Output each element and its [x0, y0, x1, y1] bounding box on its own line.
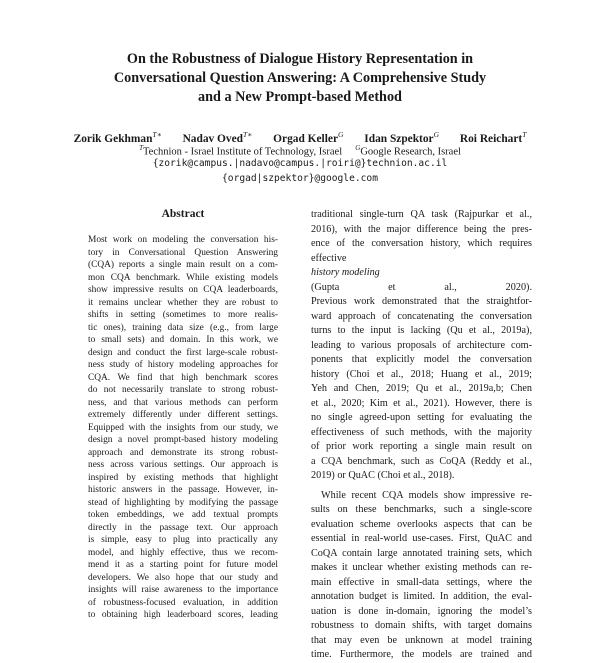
body-line: essential in real-world use-cases. First, QuAC and	[311, 533, 532, 544]
abstract-line: mon CQA benchmark. While existing models	[88, 272, 278, 283]
abstract-line: mend it as a starting point for future model	[88, 560, 278, 570]
affiliation-google: Google Research, Israel	[360, 146, 461, 158]
body-line: ence of the conversation history, which requires	[311, 238, 532, 249]
body-line: leading to various proposals of architecture com-	[311, 339, 532, 351]
abstract-line: design and conduct the first large-scale robust-	[88, 347, 278, 358]
body-line: CoQA contain large annotated training sets, which	[311, 547, 532, 559]
abstract-line: directly in the passage text. Our approach	[88, 522, 278, 533]
abstract-line: is simple, easy to plug into practically any	[88, 535, 278, 545]
body-line: no single agreed-upon setting for evaluating the	[311, 412, 532, 423]
abstract-line: to small sets) and domain. In this work, we	[88, 335, 278, 345]
body-line: ponents that explicitly model the conversation	[311, 354, 532, 365]
abstract-line: (CQA) reports a single main result on a com-	[88, 260, 278, 270]
body-line: Previous work demonstrated that the straightfor-	[311, 296, 532, 307]
body-line: that may even be unknown at model training	[311, 634, 532, 646]
abstract-line: shifts in setting (sometimes to more realis-	[88, 310, 278, 320]
title-line: and a New Prompt-based Method	[198, 89, 402, 105]
body-line: history (Choi et al., 2018; Huang et al., 2019;	[311, 368, 532, 380]
body-line: 2016), with the major difference being the pres-	[311, 223, 532, 235]
body-line: evaluation scheme overlooks aspects that can be	[311, 518, 532, 530]
body-line: effective history modeling (Gupta et al., 2020).	[311, 252, 532, 293]
abstract-line: to obtaining high leaderboard scores, leading	[88, 610, 278, 620]
abstract-text	[88, 234, 278, 622]
body-line: et al., 2020; Kim et al., 2021). However, there is	[311, 397, 532, 409]
abstract-line: tic ones), training data size (e.g., from large	[88, 322, 278, 333]
body-line: annotation budget is limited. In addition, the eval-	[311, 591, 532, 602]
affiliation-mark: T	[139, 144, 143, 152]
abstract-line: ness across various settings. Our approach is	[88, 460, 278, 470]
author: Zorik Gekhman$^{T∗}$	[73, 130, 162, 145]
paper-title	[60, 50, 540, 107]
affiliation-technion: Technion - Israel Institute of Technology, Israel	[142, 146, 343, 158]
author: Nadav Oved$^{T∗}$	[182, 130, 253, 145]
abstract-line: of robustness-focused evaluation, in addition	[88, 597, 278, 608]
body-line: ward approach of concatenating the conversation	[311, 310, 532, 322]
body-line: turns to the input is lacking (Qu et al., 2019a),	[311, 325, 532, 336]
body-line: While recent CQA models show impressive re-	[321, 489, 532, 501]
abstract-line: ness, and that various methods can perform	[88, 397, 278, 408]
body-line: 2019) or QuAC (Choi et al., 2018).	[311, 470, 455, 481]
abstract-line: token embeddings, we add textual prompts	[88, 510, 278, 520]
abstract-line: ness study of history modeling approaches for	[88, 360, 278, 370]
abstract-line: tory in Conversational Question Answering	[88, 247, 278, 258]
title-line: Conversational Question Answering: A Comprehensive Study	[113, 70, 487, 86]
abstract-heading: Abstract	[161, 208, 205, 220]
body-line: time. Furthermore, the models are trained and	[311, 649, 532, 660]
abstract-line: approach and demonstrate its strong robust-	[88, 447, 278, 458]
body-line: main effective in small-data settings, where the	[311, 576, 532, 588]
abstract-line: developers. We also hope that our study and	[88, 572, 278, 583]
abstract-line: it remains unclear whether they are robust to	[88, 297, 278, 308]
body-line: robustness to domain shifts, with target domains	[311, 620, 532, 631]
body-line: makes it unclear whether existing methods can re-	[311, 562, 532, 573]
body-line: Yeh and Chen, 2019; Qu et al., 2019a,b; Chen	[311, 383, 532, 394]
author-emails	[40, 156, 560, 186]
body-line: a CQA benchmark, such as CoQA (Reddy et al.,	[311, 455, 532, 467]
body-line: sults on these benchmarks, such a single-score	[311, 504, 532, 515]
body-line: of prior work reporting a single main result on	[311, 441, 532, 452]
abstract-line: Most work on modeling the conversation his-	[88, 235, 278, 245]
introduction-column	[311, 208, 532, 663]
abstract-line: CQA. We find that high benchmark scores	[88, 372, 278, 383]
body-line: effectiveness of such methods, with the majority	[311, 426, 532, 438]
abstract-line: extremely differently under different settings.	[88, 410, 278, 420]
abstract-line: model, and highly effective, thus we recom-	[88, 547, 278, 558]
author: Orgad Keller$^G$	[273, 130, 344, 145]
abstract-line: design a novel prompt-based history modeling	[88, 435, 278, 445]
abstract-line: insights will raise awareness to the importance	[88, 585, 278, 595]
affiliation-mark: G	[355, 144, 361, 152]
abstract-line: do not necessarily translate to strong robust-	[88, 385, 278, 395]
email-line: {zorik@campus.|nadavo@campus.|roiri@}technion.ac.il	[152, 158, 448, 169]
title-line: On the Robustness of Dialogue History Representation in	[126, 51, 474, 67]
body-line: traditional single-turn QA task (Rajpurkar et al.,	[311, 209, 532, 220]
abstract-line: show impressive results on CQA leaderboards,	[88, 285, 278, 295]
author: Roi Reichart$^T$	[459, 130, 527, 145]
abstract-line: Equipped with the insights from our study, we	[88, 422, 278, 433]
email-line: {orgad|szpektor}@google.com	[222, 173, 378, 184]
abstract-line: stead of highlighting by modifying the passage	[88, 497, 278, 508]
abstract-line: inspired by existing methods that highlight	[88, 472, 278, 483]
abstract-line: historic answers in the passage. However, in-	[88, 485, 278, 495]
author: Idan Szpektor$^G$	[364, 130, 440, 145]
body-line: uation is done in-domain, ignoring the model’s	[311, 605, 532, 617]
